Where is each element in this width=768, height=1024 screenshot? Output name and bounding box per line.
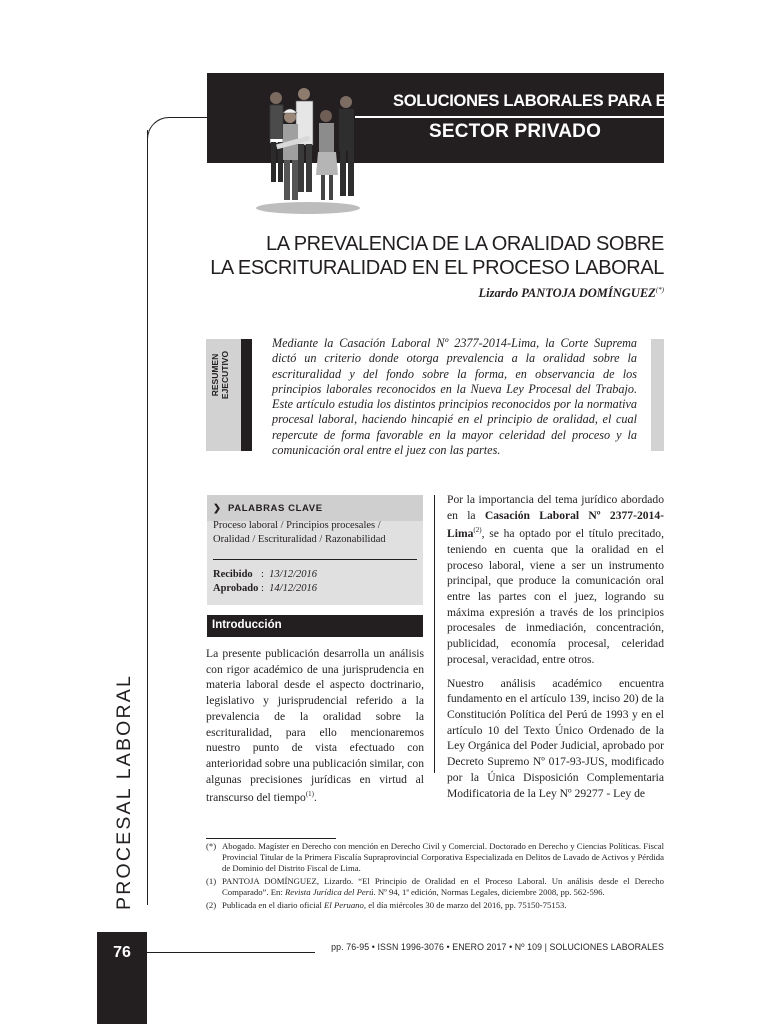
chevron-right-icon: ❯ bbox=[213, 503, 222, 514]
approved-label: Aprobado bbox=[213, 583, 259, 594]
section-title: SECTOR PRIVADO bbox=[429, 121, 602, 142]
summary-label-line-1: RESUMEN bbox=[210, 353, 220, 397]
series-title: SOLUCIONES LABORALES PARA EL bbox=[393, 92, 677, 110]
author-name: Lizardo PANTOJA DOMÍNGUEZ bbox=[478, 286, 656, 301]
keywords-heading-label: PALABRAS CLAVE bbox=[228, 503, 323, 514]
footnote-1 bbox=[206, 876, 664, 898]
footnote-journal-title: Revista Jurídica del Perú bbox=[284, 887, 374, 897]
footnote-2 bbox=[206, 900, 664, 911]
footnote-author bbox=[206, 841, 664, 874]
frame-corner bbox=[147, 117, 209, 147]
summary-accent-bar bbox=[241, 339, 252, 451]
intro-heading: Introducción bbox=[212, 619, 282, 631]
received-label: Recibido bbox=[213, 569, 253, 580]
right-paragraph-2: Nuestro análisis académico encuentra fundamento en el artículo 139, inciso 20) de la Constitución Política del Perú de 1993 y en el artículo 10 del Texto Único Ordenado de la Ley Orgánica del Poder Judicial, aprobado por Decreto Supremo Nº 017-93-JUS, modificado por la Única Disposición Complementaria Modificatoria de la Ley Nº 29277 - Ley de bbox=[447, 676, 664, 800]
business-people-illustration bbox=[248, 80, 368, 215]
page-number: 76 bbox=[113, 944, 131, 961]
received-date-row bbox=[213, 569, 317, 580]
footnote-ref-1: (1) bbox=[305, 790, 314, 799]
casacion-reference: Casación Laboral Nº 2377-2014-Lima bbox=[447, 508, 664, 541]
keywords-list: Proceso laboral / Principios procesales / Oralidad / Escrituralidad / Razonabilidad bbox=[213, 520, 386, 545]
footnote-ref-2: (2) bbox=[473, 526, 482, 535]
footnote-mark: (2) bbox=[206, 900, 217, 910]
article-title bbox=[200, 232, 664, 280]
executive-summary-text: Mediante la Casación Laboral Nº 2377-2014-Lima, la Corte Suprema dictó un criterio donde otorga prevalencia a la oralidad sobre la escrituralidad y del fondo sobre la forma, en observancia de los principios laborales reconocidos en la Nueva Ley Procesal del Trabajo. Este artículo estudia los distintos principios reconocidos por la normativa procesal laboral, haciendo hincapié en el principio de oralidad, el cual repercute de forma favorable en la mayor celeridad del proceso y la comunicación oral entre el juez con las partes. bbox=[272, 336, 637, 458]
footnote-text: Abogado. Magíster en Derecho con mención en Derecho Civil y Comercial. Doctorado en Derecho y Ciencias Políticas. Fiscal Provincial Titular de la Primera Fiscalía Supraprovincial Corporativa Especializada en Delitos de Lavado de Activos y Pérdida de Dominio del Distrito Fiscal de Lima. bbox=[222, 841, 664, 873]
keywords-heading bbox=[213, 503, 323, 514]
footnote-text bbox=[222, 900, 664, 911]
approved-date: 14/12/2016 bbox=[269, 583, 318, 594]
received-separator: : bbox=[261, 569, 264, 580]
article-title-line-1: LA PREVALENCIA DE LA ORALIDAD SOBRE bbox=[265, 233, 664, 255]
footnote-text-part: PANTOJA DOMÍNGUEZ, Lizardo. “El Principio de Oralidad en el Proceso Laboral. Un análisis desde el Derecho Comparado”. En: bbox=[222, 876, 664, 897]
banner-rule bbox=[355, 116, 664, 118]
footnote-text bbox=[222, 876, 664, 898]
author-footnote-mark: (*) bbox=[655, 286, 664, 294]
article-author bbox=[300, 286, 664, 301]
approved-date-row bbox=[213, 583, 317, 594]
column-divider bbox=[434, 495, 435, 773]
right-column bbox=[447, 492, 664, 801]
p1-text-after: , se ha optado por el título precitado, teniendo en cuenta que la oralidad en el proceso laboral, viene a ser un instrumento principal, que produce la comunicación oral entre las partes con el juez, logrando su máxima expresión a través de los principios procesales de inmediación, concentración, publicidad, economía procesal, celeridad procesal, veracidad, entre otros. bbox=[447, 527, 664, 666]
footnote-text-part: , el día miércoles 30 de marzo del 2016, pp. 75150-75153. bbox=[363, 900, 567, 910]
summary-label bbox=[210, 330, 230, 420]
side-section-label: PROCESAL LABORAL bbox=[113, 673, 135, 910]
footnote-text-part: Publicada en el diario oficial bbox=[222, 900, 325, 910]
footnote-text-part: . Nº 94, 1ª edición, Normas Legales, diciembre 2008, pp. 562-596. bbox=[373, 887, 605, 897]
article-title-line-2: LA ESCRITURALIDAD EN EL PROCESO LABORAL bbox=[210, 257, 664, 279]
received-date: 13/12/2016 bbox=[269, 569, 318, 580]
footer-rule bbox=[147, 952, 315, 953]
footnote-mark: (*) bbox=[206, 841, 217, 851]
intro-text: La presente publicación desarrolla un análisis con rigor académico de una jurisprudencia en materia laboral desde el aspecto doctrinario, legislativo y jurisprudencial referido a la prevalencia de la oralidad sobre la escrituralidad, para ello mencionaremos nuestro punto de vista efectuado con anterioridad sobre una publicación similar, con algunas precisiones jurídicas en virtud al transcurso del tiempo bbox=[206, 647, 424, 805]
p1-text-before: Por la importancia del tema jurídico abordado en la bbox=[447, 493, 664, 522]
summary-label-line-2: EJECUTIVO bbox=[220, 350, 230, 400]
intro-paragraph: La presente publicación desarrolla un análisis con rigor académico de una jurisprudencia en materia laboral desde el aspecto doctrinario, legislativo y jurisprudencial referido a la prevalencia de la oralidad sobre la escrituralidad, para ello mencionaremos nuestro punto de vista efectuado con anterioridad sobre una publicación similar, con algunas precisiones jurídicas en virtud al transcurso del tiempo$^{(1)}$. bbox=[206, 647, 424, 805]
footnotes bbox=[206, 841, 664, 913]
approved-separator: : bbox=[261, 583, 264, 594]
right-paragraph-1 bbox=[447, 492, 664, 668]
footnote-newspaper-title: El Peruano bbox=[324, 900, 364, 910]
footnote-rule bbox=[206, 838, 336, 839]
summary-right-bar bbox=[651, 339, 664, 451]
footer-publication-info: pp. 76-95 • ISSN 1996-3076 • ENERO 2017 • Nº 109 | SOLUCIONES LABORALES bbox=[331, 942, 664, 952]
keywords-divider bbox=[213, 559, 417, 560]
footnote-mark: (1) bbox=[206, 876, 217, 886]
